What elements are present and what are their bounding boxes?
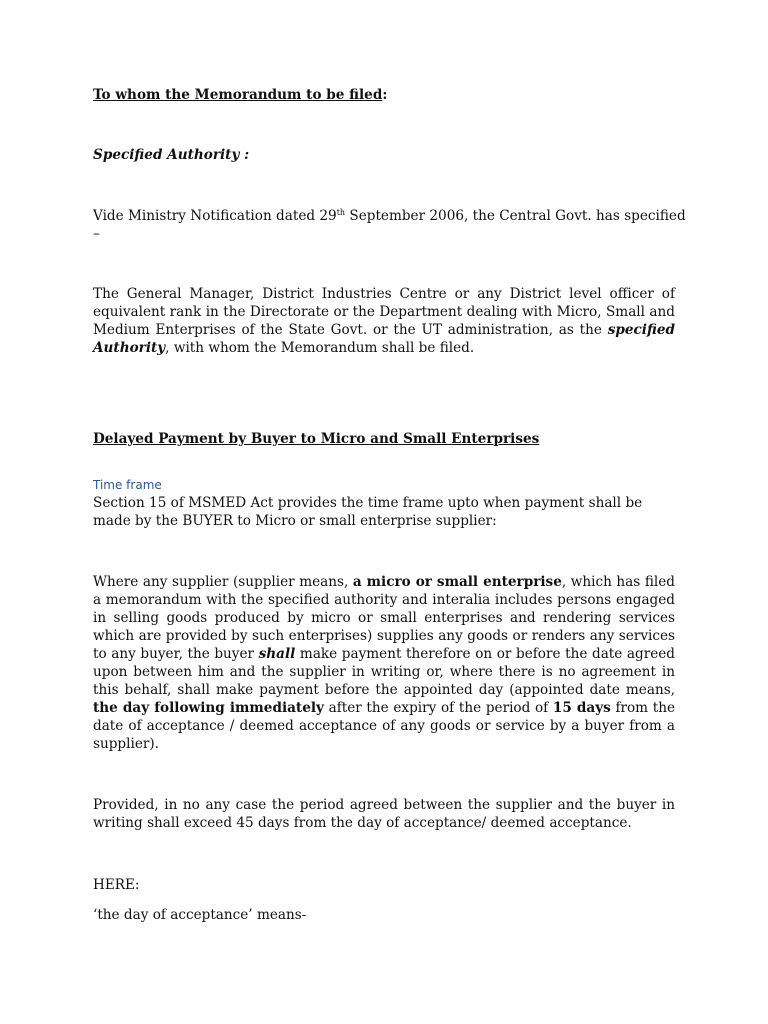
provided-paragraph: Provided, in no any case the period agreed between the supplier and the buyer in writing shall exceed 45 days from the day of acceptance/ deemed acceptance.	[93, 797, 675, 831]
time-frame-label: Time frame	[93, 478, 162, 492]
memorandum-heading: To whom the Memorandum to be filed:	[93, 87, 388, 103]
notification-paragraph: Vide Ministry Notification dated 29th September 2006, the Central Govt. has specified –	[93, 208, 686, 242]
specified-authority-heading: Specified Authority :	[93, 147, 250, 163]
general-manager-paragraph: The General Manager, District Industries Centre or any District level officer of equivalent rank in the Directorate or the Department dealing with Micro, Small and Medium Enterprises of the State Govt. or the UT administration, as the specified Authority, with whom the Memorandum shall be filed.	[93, 286, 675, 356]
delayed-payment-heading: Delayed Payment by Buyer to Micro and Small Enterprises	[93, 431, 540, 447]
section-15-paragraph: Section 15 of MSMED Act provides the time frame upto when payment shall be made by the BUYER to Micro or small enterprise supplier:	[93, 495, 643, 529]
here-label: HERE:	[93, 877, 140, 893]
where-supplier-paragraph: Where any supplier (supplier means, a micro or small enterprise, which has filed a memorandum with the specified authority and interalia includes persons engaged in selling goods produced by micro or small enterprises and rendering services which are provided by such enterprises) supplies any goods or renders any services to any buyer, the buyer shall make payment therefore on or before the date agreed upon between him and the supplier in writing or, where there is no agreement in this behalf, shall make payment before the appointed day (appointed date means, the day following immediately after the expiry of the period of 15 days from the date of acceptance / deemed acceptance of any goods or service by a buyer from a supplier).	[93, 574, 675, 752]
day-of-acceptance-line: ‘the day of acceptance’ means-	[93, 907, 307, 923]
